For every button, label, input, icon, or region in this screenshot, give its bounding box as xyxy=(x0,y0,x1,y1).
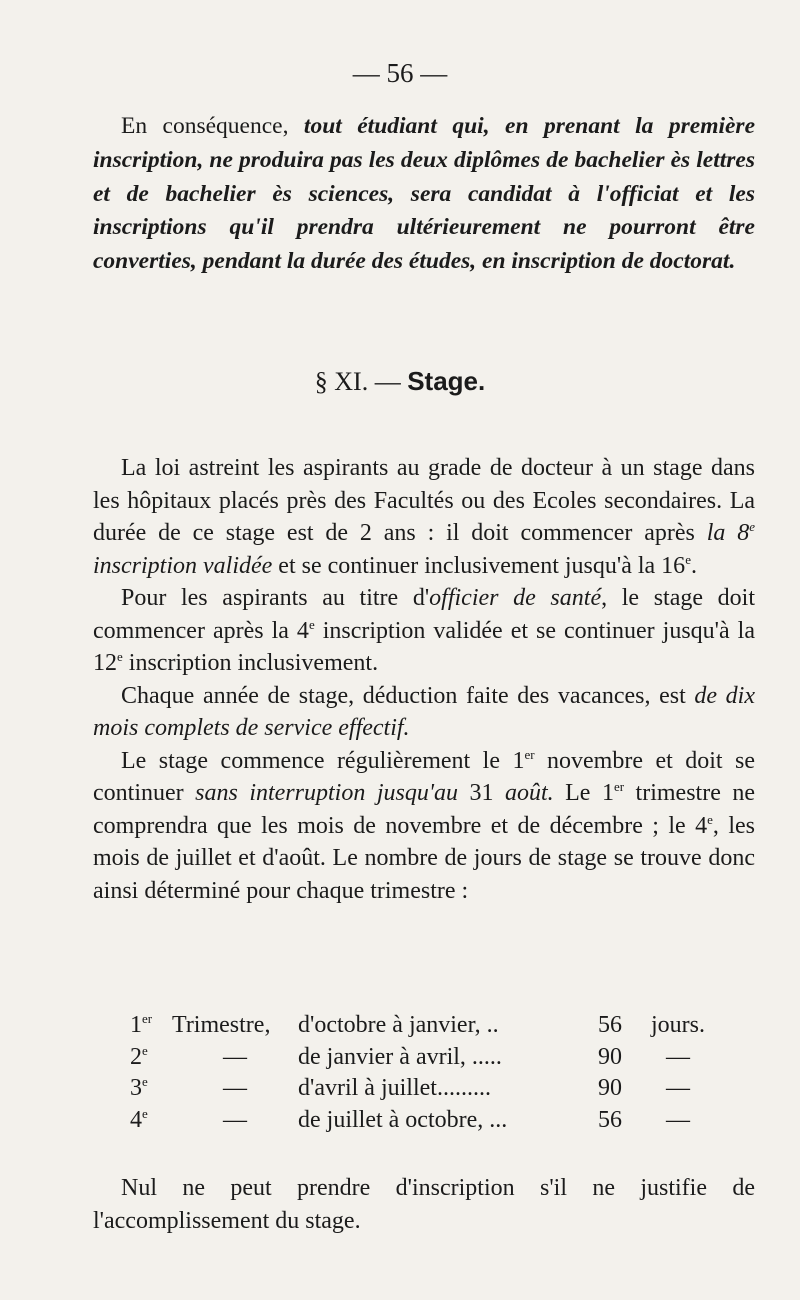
trimester-label: — xyxy=(223,1043,247,1070)
intro-paragraph xyxy=(93,110,755,279)
superscript: e xyxy=(308,616,315,632)
superscript: er xyxy=(613,779,625,794)
text-run: La loi astreint les aspirants au grade de docteur à un stage dans les hôpitaux placés près des Facultés ou des Ecoles secondaires. La durée de ce stage est de 2 ans : il doit commencer après xyxy=(93,455,755,546)
month-range: d'octobre à janvier, .. xyxy=(298,1012,499,1039)
closing-paragraph xyxy=(93,1172,755,1238)
day-count: 56 xyxy=(598,1012,622,1039)
italic-run: officier de santé xyxy=(429,585,602,611)
section-title: Stage. xyxy=(407,366,486,396)
unit: jours. xyxy=(651,1012,705,1039)
paragraph-stage-law xyxy=(93,452,755,582)
ordinal xyxy=(130,1010,172,1042)
table-row xyxy=(130,1105,718,1137)
italic-run: de dix mois complets de service effectif. xyxy=(93,682,755,741)
section-heading xyxy=(0,366,800,397)
table-row xyxy=(130,1010,718,1042)
text-run: trimestre ne comprendra que les mois de novembre et de décembre ; le 4 xyxy=(93,780,756,839)
text-run: 4 xyxy=(130,1106,142,1133)
ordinal xyxy=(130,1073,172,1105)
superscript: e xyxy=(749,519,755,534)
unit: — xyxy=(666,1075,690,1102)
text-run: Le 1 xyxy=(553,780,614,806)
day-count: 90 xyxy=(598,1075,622,1102)
ordinal xyxy=(130,1042,172,1074)
text-run: , le stage doit commencer après la 4 xyxy=(93,585,755,644)
text-run: Chaque année de stage, déduction faite des vacances, est xyxy=(121,682,695,709)
month-range: de janvier à avril, ..... xyxy=(298,1043,502,1070)
text-run: , les mois de juillet et d'août. Le nombre de jours de stage se trouve donc ainsi déterminé pour chaque trimestre : xyxy=(93,812,755,904)
table-row xyxy=(130,1073,718,1105)
text-run: Le stage commence régulièrement le 1 xyxy=(121,747,525,774)
trimester-label: — xyxy=(223,1106,247,1133)
trimester-table xyxy=(130,1010,718,1136)
superscript: e xyxy=(117,649,123,664)
italic-run: sans interruption jusqu'au xyxy=(195,780,458,806)
month-range: de juillet à octobre, ... xyxy=(298,1106,508,1133)
paragraph-officier xyxy=(93,582,755,680)
superscript: e xyxy=(142,1042,148,1058)
month-range: d'avril à juillet......... xyxy=(298,1075,491,1102)
italic-run: août. xyxy=(504,780,554,806)
intro-italic: tout étudiant qui, en prenant la première inscription, ne produira pas les deux diplômes de bachelier ès lettres et de bachelier ès sciences, sera candidat à l'officiat et les inscriptions qu'il prendra ultérieurement ne pourront être converties, pendant la durée des études, en inscription de doctorat. xyxy=(93,113,756,275)
text-run: 3 xyxy=(130,1075,142,1102)
superscript: er xyxy=(524,746,535,762)
text-run: inscription inclusivement. xyxy=(122,650,379,676)
superscript: e xyxy=(142,1074,148,1090)
text-run: Pour les aspirants au titre d' xyxy=(121,585,430,611)
text-run: 31 xyxy=(457,780,505,806)
text-run: 2 xyxy=(130,1043,142,1070)
text-run: inscription validée et se continuer jusqu'à la 12 xyxy=(93,617,755,676)
superscript: e xyxy=(142,1105,148,1121)
unit: — xyxy=(666,1106,690,1133)
section-number: § XI. — xyxy=(314,367,408,396)
text-run: la 8 xyxy=(706,520,750,546)
superscript: e xyxy=(685,551,691,567)
body-paragraphs xyxy=(93,452,755,907)
trimester-label: — xyxy=(223,1075,247,1102)
text-run: inscription validée xyxy=(93,552,273,579)
text-run: et se continuer inclusivement jusqu'à la 16 xyxy=(272,552,686,579)
page-number: — 56 — xyxy=(352,58,448,88)
text-run: . xyxy=(690,552,697,579)
day-count: 90 xyxy=(598,1043,622,1070)
paragraph-duration xyxy=(93,680,755,745)
ordinal xyxy=(130,1105,172,1137)
unit: — xyxy=(666,1043,690,1070)
text-run: novembre et doit se continuer xyxy=(93,747,756,806)
day-count: 56 xyxy=(598,1106,622,1133)
table-row xyxy=(130,1042,718,1074)
closing-text: Nul ne peut prendre d'inscription s'il ne justifie de l'accomplissement du stage. xyxy=(93,1175,755,1234)
intro-start: En conséquence, xyxy=(121,113,304,139)
trimester-label: Trimestre, xyxy=(172,1012,271,1039)
paragraph-schedule xyxy=(93,745,755,908)
superscript: er xyxy=(142,1011,153,1027)
superscript: e xyxy=(707,811,713,827)
text-run: 1 xyxy=(130,1012,142,1039)
